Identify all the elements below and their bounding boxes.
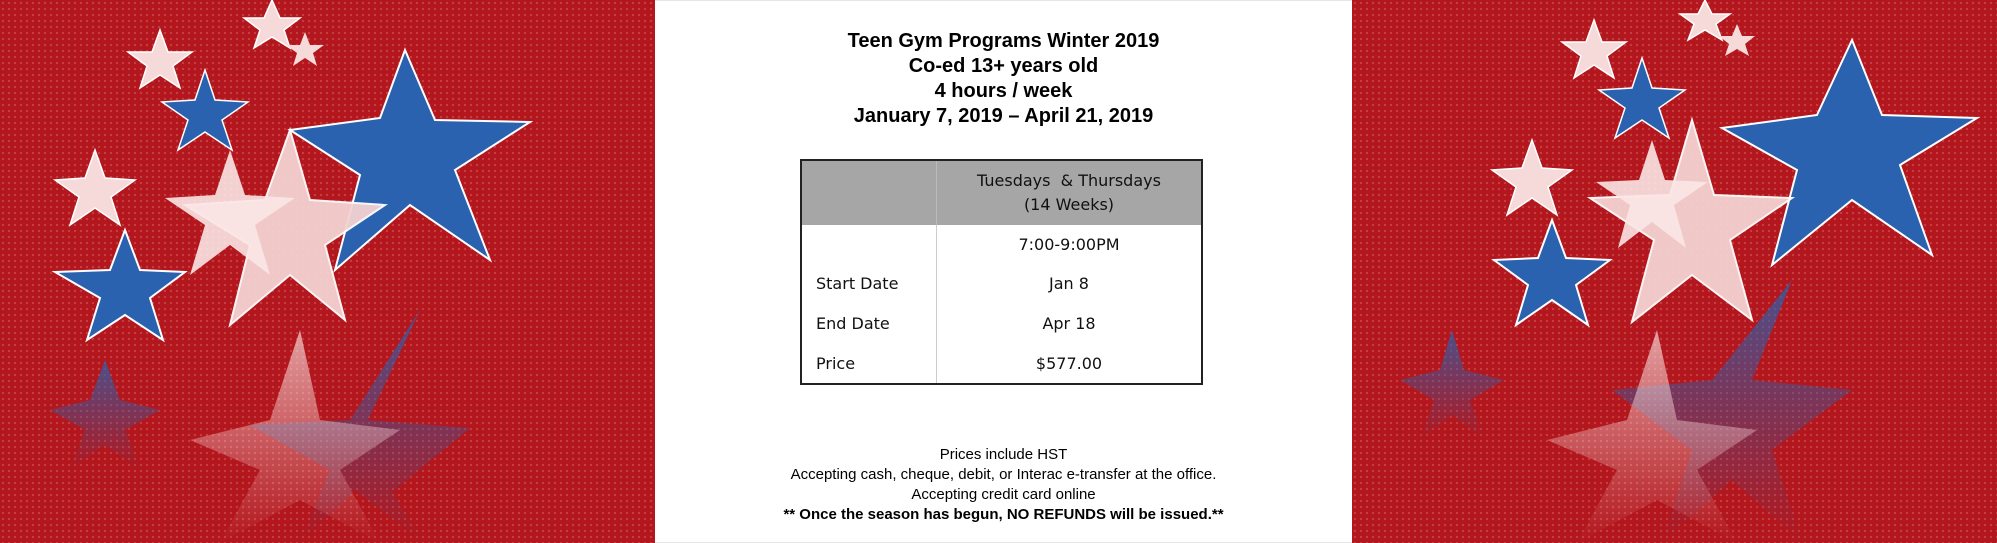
time-label-cell — [801, 225, 937, 263]
payment-methods-note: Accepting cash, cheque, debit, or Interac e-transfer at the office. — [790, 466, 1217, 483]
header-blank-cell — [801, 160, 937, 225]
start-date-value: Jan 8 — [1049, 273, 1089, 293]
star-pink — [244, 0, 300, 48]
star-pink — [1680, 0, 1730, 40]
price-label: Price — [801, 343, 937, 384]
star-reflection — [190, 330, 400, 543]
hours-per-week: 4 hours / week — [934, 80, 1073, 102]
star-pink — [286, 32, 324, 66]
left-star-panel — [0, 0, 655, 543]
date-range: January 7, 2019 – April 21, 2019 — [853, 105, 1154, 127]
time-value: 7:00-9:00PM — [1018, 234, 1120, 254]
credit-card-note: Accepting credit card online — [911, 486, 1096, 503]
time-row — [801, 225, 1202, 263]
star-blue — [1494, 220, 1610, 325]
right-star-panel — [1352, 0, 1997, 543]
program-title: Teen Gym Programs Winter 2019 — [847, 30, 1160, 52]
payment-notes — [655, 445, 1352, 525]
star-blue — [55, 230, 185, 340]
price-value: $577.00 — [1035, 353, 1103, 373]
days-label: Tuesdays & Thursdays — [977, 171, 1161, 190]
program-info — [655, 0, 1352, 543]
schedule-days-header — [937, 160, 1203, 225]
end-date-value: Apr 18 — [1042, 313, 1096, 333]
schedule-header-row — [801, 160, 1202, 225]
star-large-blue — [1722, 40, 1977, 265]
table-row — [801, 343, 1202, 384]
star-pink — [1719, 24, 1755, 56]
star-reflection — [50, 360, 160, 470]
title-block — [655, 29, 1352, 129]
start-date-label: Start Date — [801, 263, 937, 303]
table-row — [801, 303, 1202, 343]
refund-policy-note: ** Once the season has begun, NO REFUNDS will be issued.** — [783, 506, 1224, 523]
weeks-label: (14 Weeks) — [1023, 195, 1115, 214]
star-pink — [128, 30, 192, 88]
star-pink — [55, 150, 135, 225]
star-pink — [1492, 140, 1572, 215]
star-reflection — [1547, 330, 1757, 543]
star-reflection — [1400, 330, 1504, 440]
hst-note: Prices include HST — [939, 446, 1068, 463]
age-group: Co-ed 13+ years old — [908, 55, 1099, 77]
star-pink — [1562, 20, 1626, 78]
end-date-label: End Date — [801, 303, 937, 343]
table-row — [801, 263, 1202, 303]
schedule-table — [800, 159, 1203, 385]
